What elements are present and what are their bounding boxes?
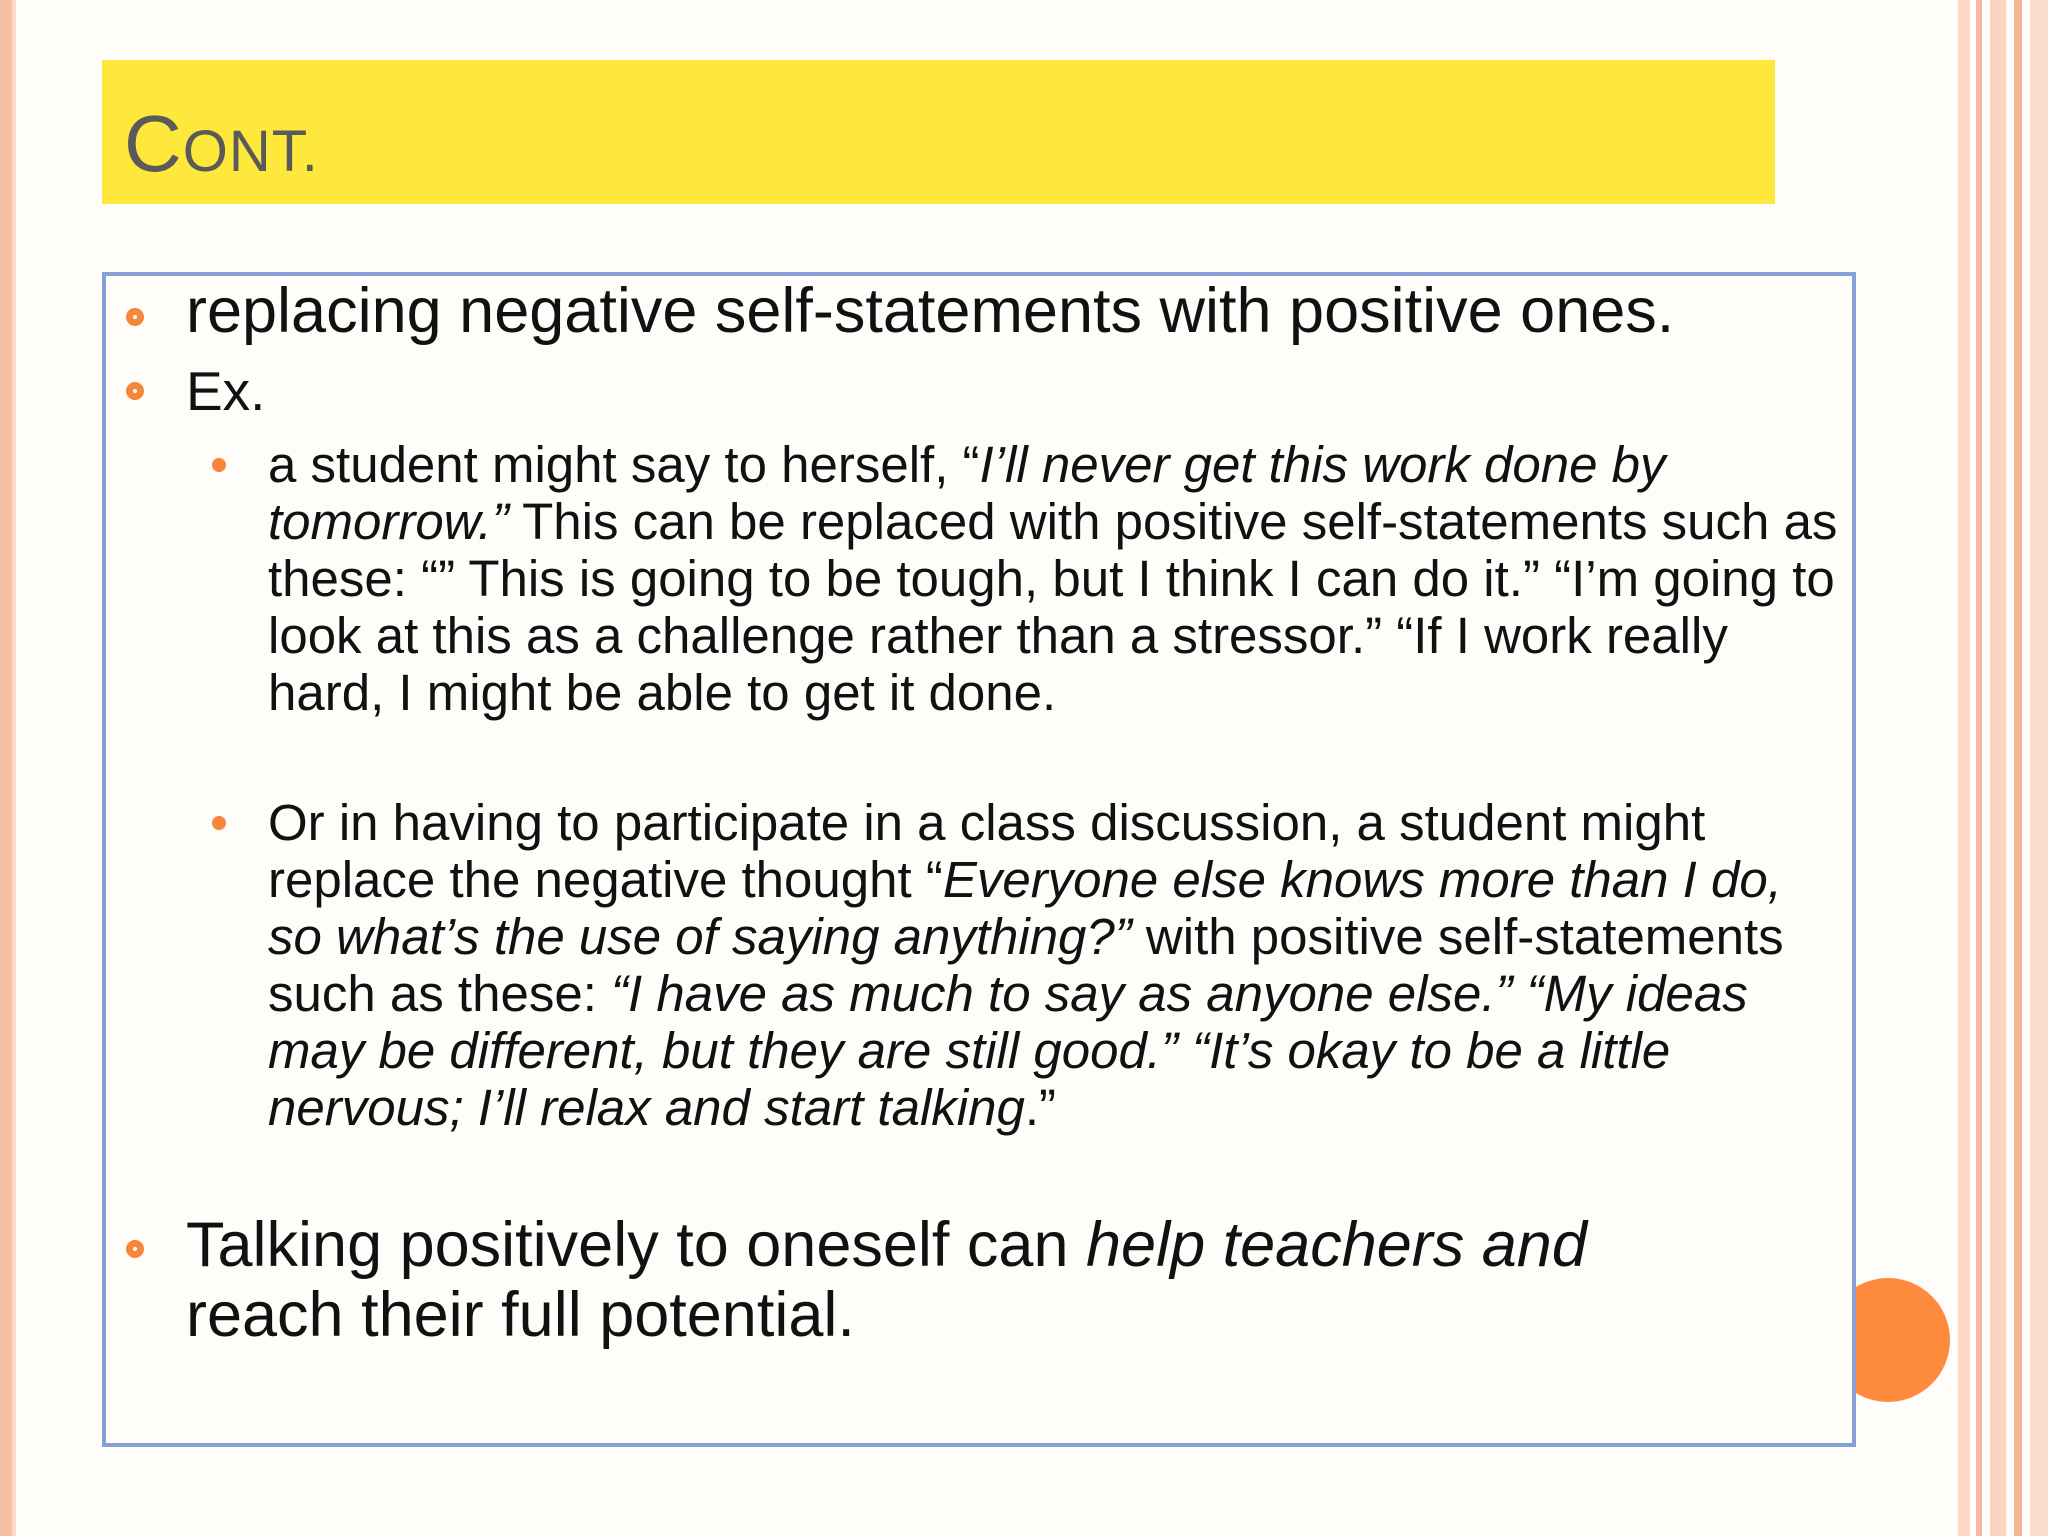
right-border-stripe — [1990, 0, 2006, 1536]
left-border-stripe — [0, 0, 12, 1536]
title-bar — [102, 60, 1775, 204]
dot-bullet-icon — [212, 458, 226, 472]
bullet-item: Ex. — [186, 360, 266, 422]
right-border-stripe — [1958, 0, 1970, 1536]
right-border-stripe — [1976, 0, 1982, 1536]
ring-bullet-icon — [126, 382, 144, 400]
dot-bullet-icon — [212, 816, 226, 830]
left-border-stripe-inner — [12, 0, 16, 1536]
content-box — [102, 272, 1856, 1447]
bullet-item: replacing negative self-statements with positive ones. — [186, 276, 1675, 346]
sub-bullet-item: Or in having to participate in a class discussion, a student might replace the negative thought “Everyone else knows more than I do, so what’s the use of saying anything?” with positive self-statements such as these: “I have as much to say as anyone else.” “My ideas may be different, but they are still good.” “It’s okay to be a little nervous; I’ll relax and start talking.” — [268, 794, 1784, 1136]
ring-bullet-icon — [126, 1240, 144, 1258]
right-border-stripe — [2030, 0, 2048, 1536]
sub-bullet-item: a student might say to herself, “I’ll never get this work done by tomorrow.” This can be replaced with positive self-statements such as these: “” This is going to be tough, but I think I can do it.” “I’m going to look at this as a challenge rather than a stressor.” “If I work really hard, I might be able to get it done. — [268, 436, 1838, 721]
ring-bullet-icon — [126, 308, 144, 326]
right-border-stripe — [2014, 0, 2022, 1536]
slide-title: CONT. — [124, 99, 319, 188]
bullet-item: Talking positively to oneself can help teachers and reach their full potential. — [186, 1210, 1587, 1350]
